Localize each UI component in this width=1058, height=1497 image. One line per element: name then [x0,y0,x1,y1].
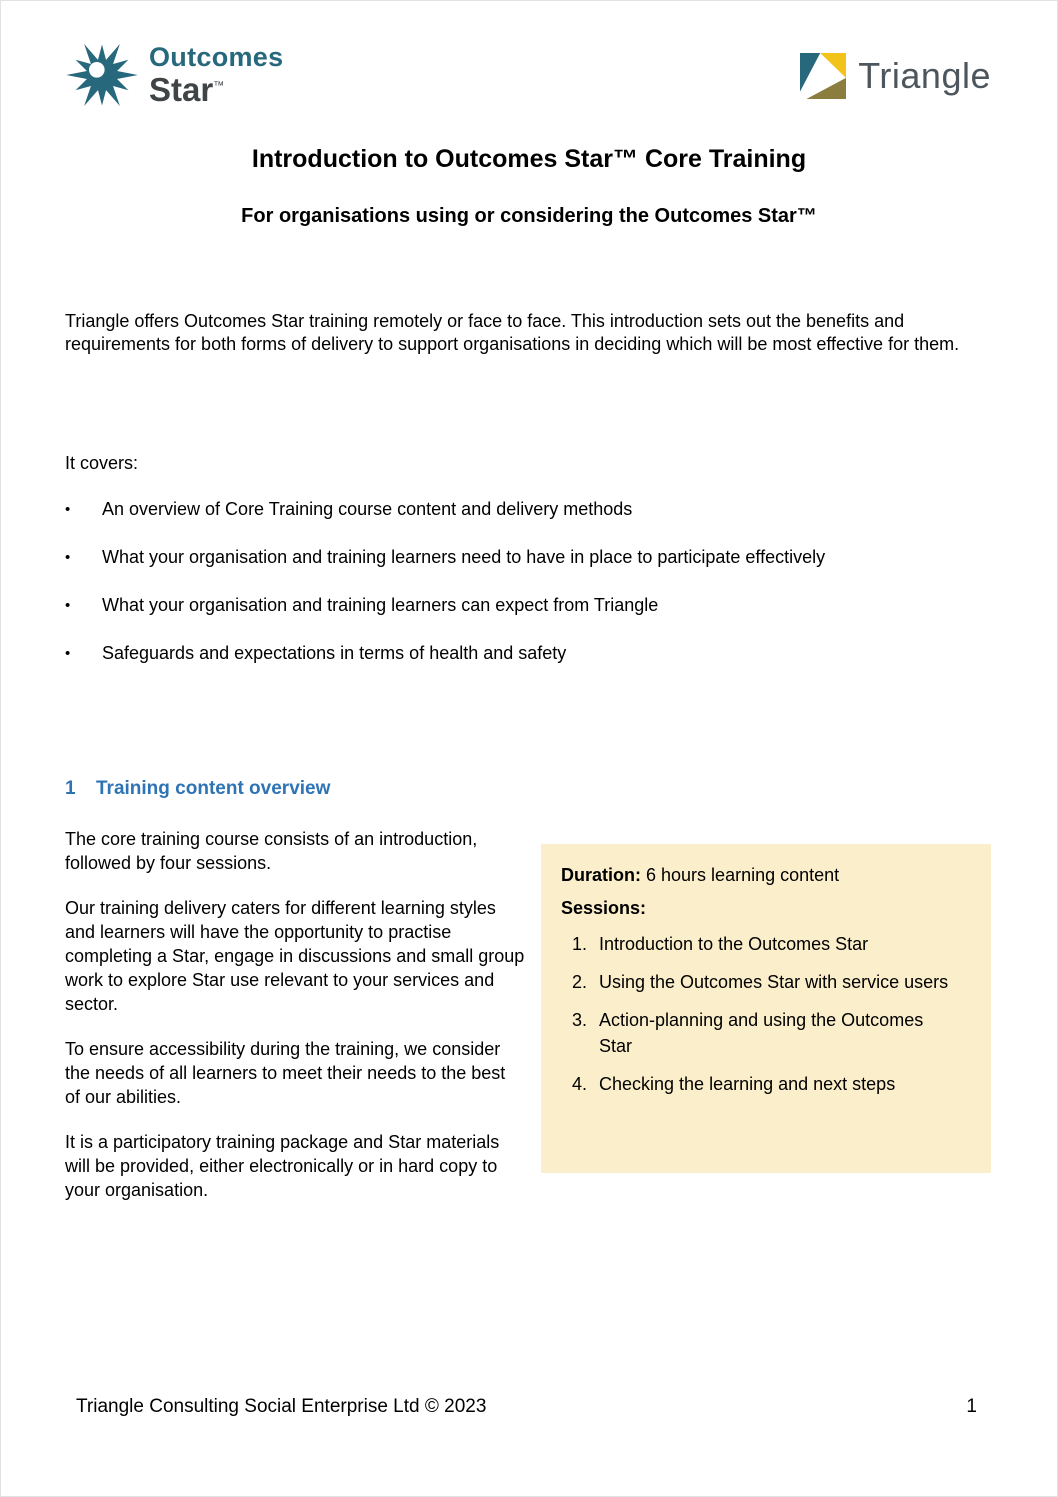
session-item: 2. Using the Outcomes Star with service users [592,969,957,995]
bullet-icon: • [65,597,71,614]
triangle-logo-label: Triangle [858,55,991,96]
bullet-icon: • [65,501,71,518]
covers-label: It covers: [65,453,139,473]
triangle-logo-icon [800,53,846,99]
bullet-item [65,642,995,665]
intro-paragraph: Triangle offers Outcomes Star training remotely or face to face. This introduction sets out the benefits and requirements for both forms of delivery to support organisations in deciding which will be most effective for them. [65,311,960,354]
triangle-logo [800,53,991,99]
section-heading-label: Training content overview [96,778,331,799]
body-paragraph: It is a participatory training package and Star materials will be provided, either electronically or in hard copy to your organisation. [65,1132,500,1200]
page-subtitle: For organisations using or considering the Outcomes Star™ [241,205,817,227]
session-item: 3. Action-planning and using the Outcomes Star [592,1007,957,1059]
session-item: 1. Introduction to the Outcomes Star [592,931,957,957]
outcomes-star-icon [63,35,141,115]
outcomes-star-wordmark-line1: Outcomes [149,42,284,72]
duration-value: 6 hours learning content [646,865,840,885]
outcomes-star-wordmark-line2: Star™ [149,71,225,108]
sessions-label: Sessions: [561,898,647,918]
bullet-item [65,546,995,569]
bullet-icon: • [65,549,71,566]
duration-line [561,862,957,888]
body-paragraph: To ensure accessibility during the training, we consider the needs of all learners to meet their needs to the best of our abilities. [65,1039,506,1107]
section-number: 1 [65,778,76,799]
duration-label: Duration: [561,865,641,885]
page-footer [76,1396,977,1418]
outcomes-star-logo [63,35,283,115]
bullet-text: An overview of Core Training course content and delivery methods [102,499,633,519]
bullet-text: Safeguards and expectations in terms of health and safety [102,643,567,663]
page-title: Introduction to Outcomes Star™ Core Training [251,145,807,173]
content-columns [65,827,991,1223]
bullet-item [65,594,995,617]
outcomes-star-wordmark [149,44,283,106]
body-paragraph: Our training delivery caters for different learning styles and learners will have the opportunity to practise completing a Star, engage in discussions and small group work to explore Star use relevant to your services and sector. [65,898,525,1014]
bullet-icon: • [65,645,71,662]
bullet-text: What your organisation and training learners need to have in place to participate effectively [102,547,826,567]
body-paragraph: The core training course consists of an introduction, followed by four sessions. [65,829,478,873]
trademark-symbol: ™ [213,80,225,92]
sessions-list [561,931,957,1097]
footer-copyright: Triangle Consulting Social Enterprise Ltd © 2023 [76,1396,487,1417]
session-item: 4. Checking the learning and next steps [592,1071,957,1097]
sessions-info-box [541,844,991,1173]
left-column [65,827,525,1223]
footer-page-number: 1 [966,1396,977,1417]
bullet-text: What your organisation and training learners can expect from Triangle [102,595,659,615]
bullet-item [65,498,995,521]
covers-bullet-list [65,498,995,690]
section-heading [65,778,330,800]
